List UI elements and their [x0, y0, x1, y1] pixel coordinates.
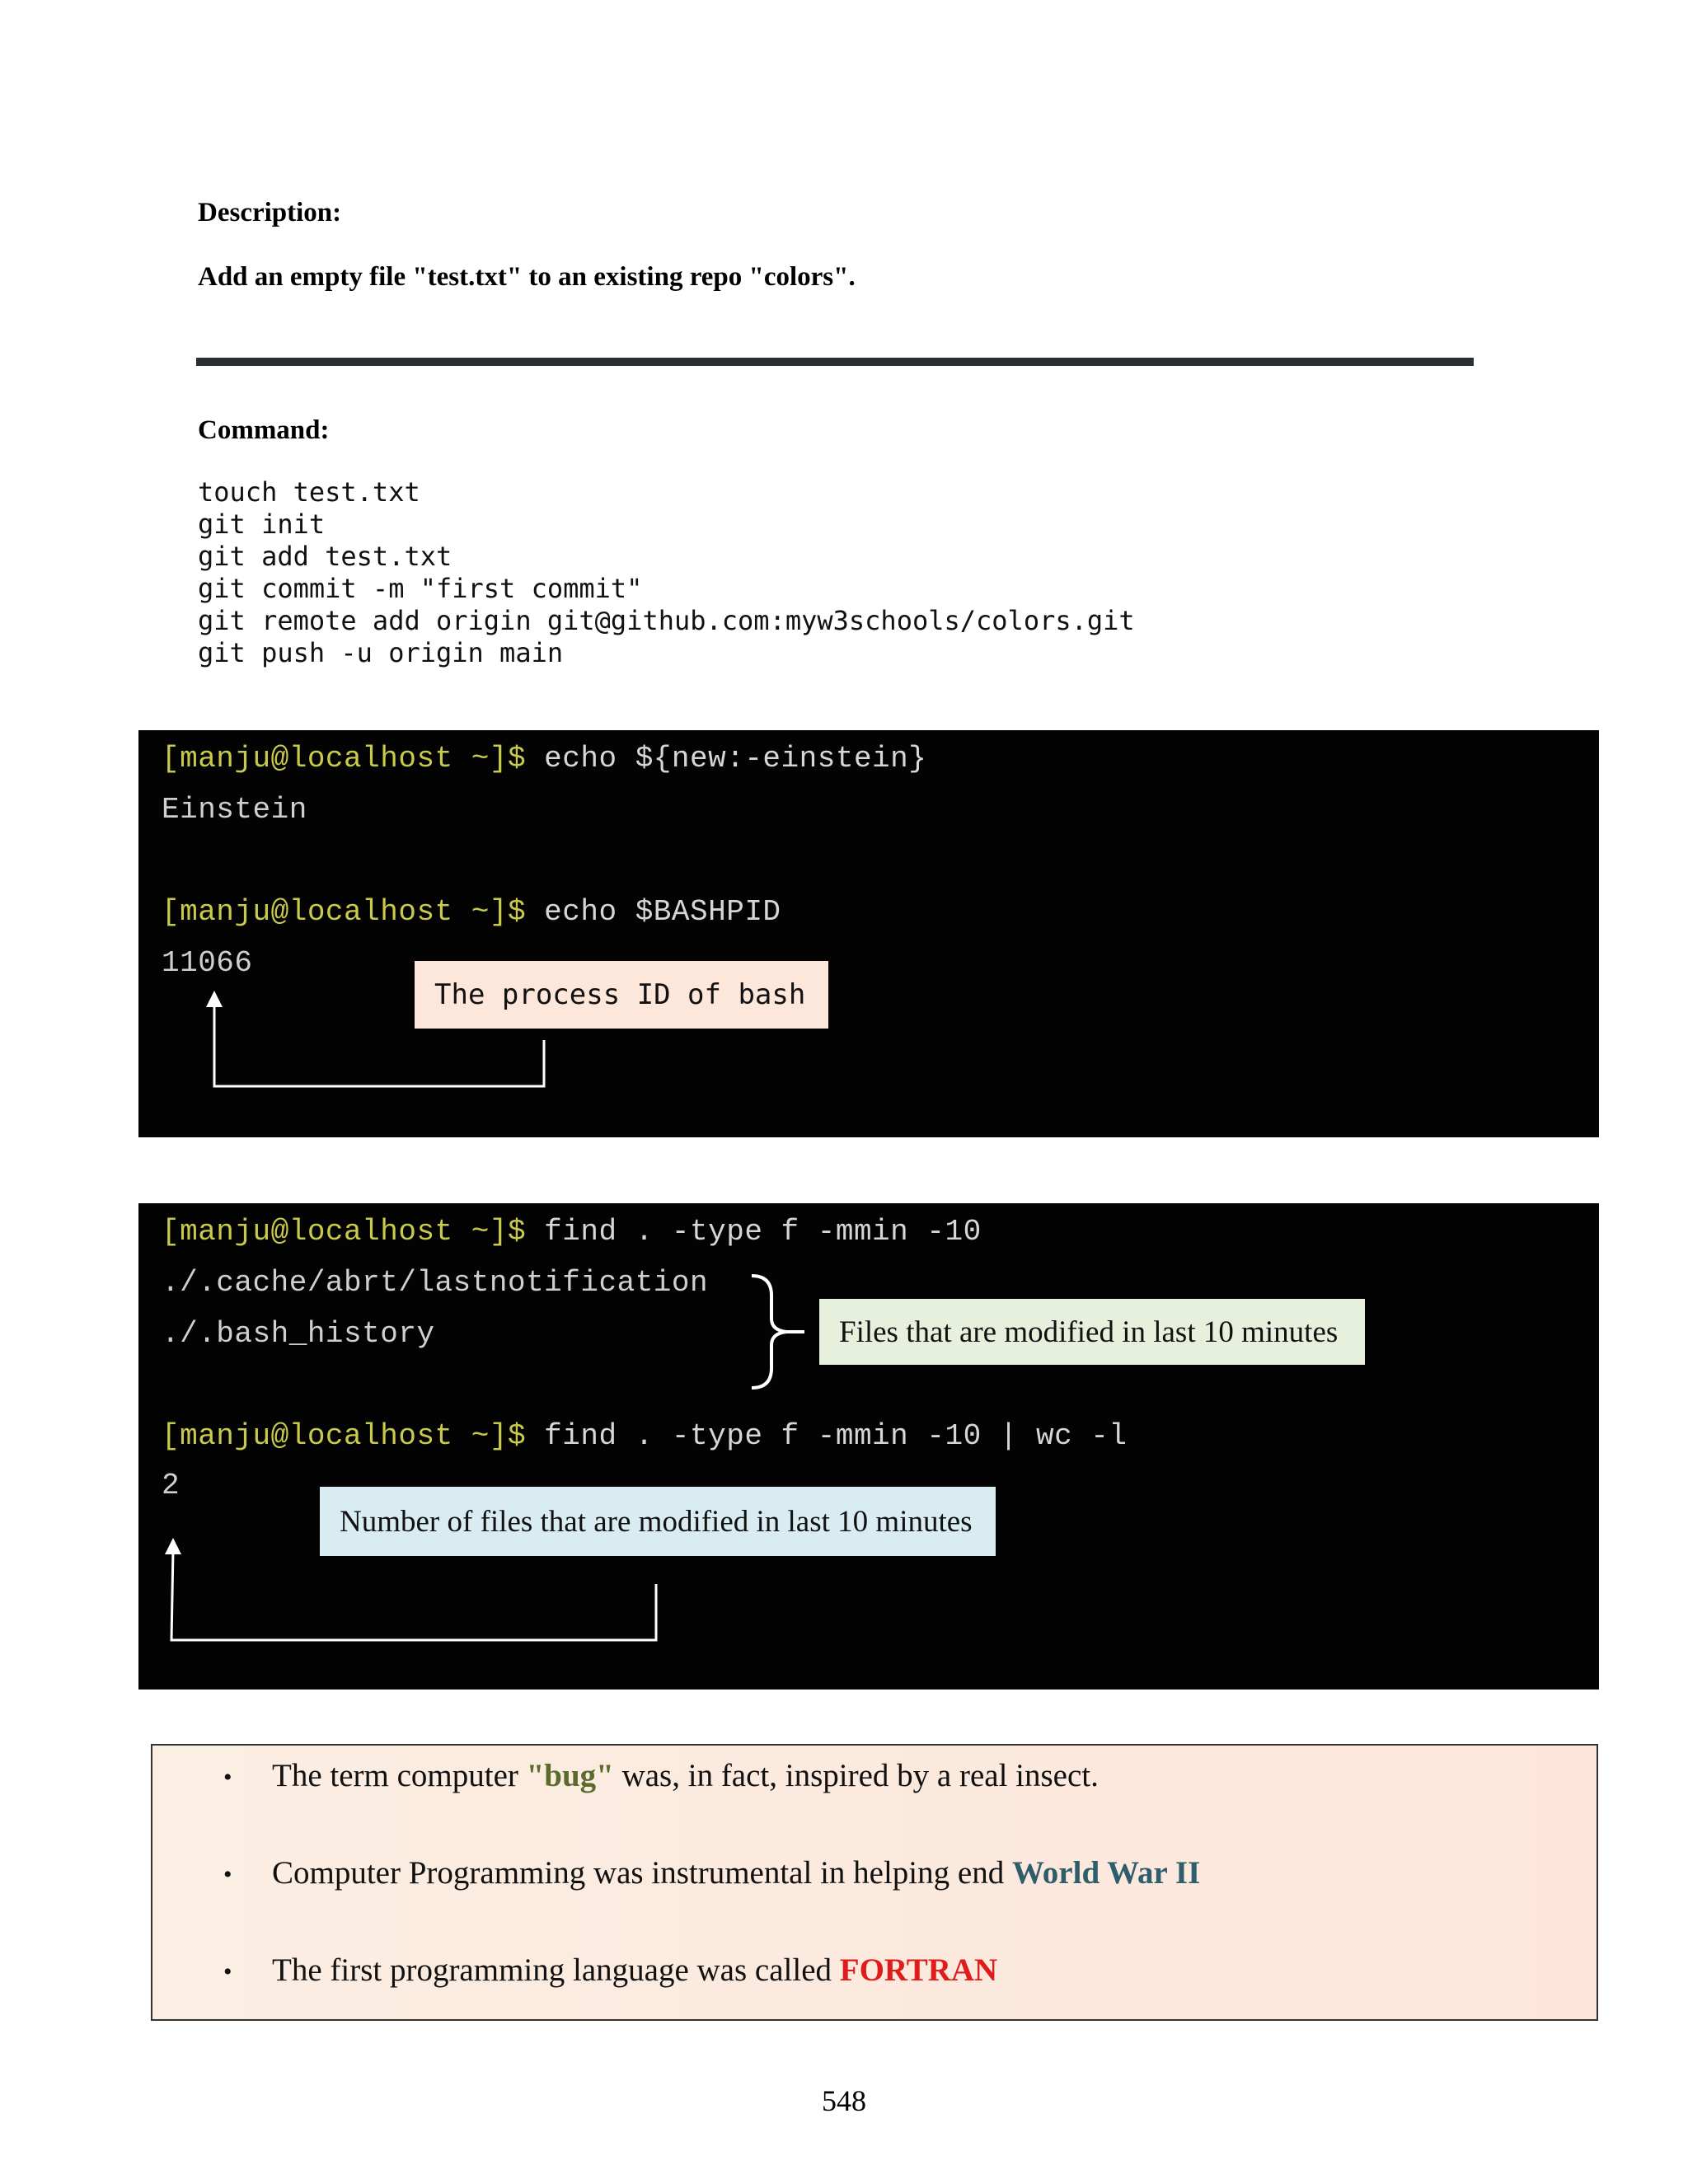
callout-file-count: Number of files that are modified in last 10 minutes [320, 1487, 996, 1556]
fact-text: Computer Programming was instrumental in helping end [272, 1855, 1012, 1891]
command-line: touch test.txt [198, 476, 420, 508]
fact-highlight: World War II [1011, 1855, 1201, 1891]
fact-highlight: "bug" [526, 1758, 614, 1793]
shell-prompt: [manju@localhost ~]$ [162, 895, 527, 929]
shell-command: find . -type f -mmin -10 | wc -l [526, 1419, 1128, 1453]
fact-text: The term computer [272, 1758, 527, 1793]
terminal-output: Einstein [162, 793, 307, 827]
section-divider [196, 358, 1474, 366]
bullet: • [223, 1764, 232, 1791]
facts-box [151, 1744, 1598, 2021]
shell-command: echo ${new:-einstein} [526, 742, 927, 776]
fact-text: was, in fact, inspired by a real insect. [613, 1758, 1099, 1793]
terminal-screenshot-bashpid [138, 730, 1599, 1137]
shell-prompt: [manju@localhost ~]$ [162, 1419, 527, 1453]
command-block [198, 476, 1135, 669]
shell-command: echo $BASHPID [526, 895, 781, 929]
command-line: git commit -m "first commit" [198, 573, 643, 604]
fact-text: The first programming language was called [272, 1952, 840, 1988]
fact-bug [272, 1757, 1099, 1794]
command-line: git init [198, 509, 326, 540]
shell-prompt: [manju@localhost ~]$ [162, 742, 527, 776]
terminal-output: ./.cache/abrt/lastnotification [162, 1266, 709, 1300]
shell-prompt: [manju@localhost ~]$ [162, 1215, 527, 1249]
description-label: Description: [198, 198, 342, 227]
fact-highlight: FORTRAN [839, 1952, 998, 1988]
callout-process-id: The process ID of bash [415, 961, 828, 1029]
callout-modified-files: Files that are modified in last 10 minutes [819, 1299, 1365, 1365]
command-line: git add test.txt [198, 541, 452, 572]
callout-brace-and-arrow [138, 1203, 1599, 1690]
shell-command: find . -type f -mmin -10 [526, 1215, 982, 1249]
command-label: Command: [198, 415, 330, 445]
page-number: 548 [822, 2084, 866, 2117]
fact-ww2 [272, 1854, 1200, 1891]
terminal-output: 11066 [162, 946, 253, 980]
callout-arrow [138, 730, 1599, 1137]
bullet: • [223, 1958, 232, 1985]
terminal-screenshot-find [138, 1203, 1599, 1690]
command-line: git push -u origin main [198, 637, 564, 668]
description-text: Add an empty file "test.txt" to an existing repo "colors". [198, 262, 856, 292]
command-line: git remote add origin git@github.com:myw3schools/colors.git [198, 605, 1135, 636]
fact-fortran [272, 1952, 997, 1989]
terminal-output: ./.bash_history [162, 1317, 435, 1351]
terminal-output: 2 [162, 1469, 181, 1502]
bullet: • [223, 1861, 232, 1888]
